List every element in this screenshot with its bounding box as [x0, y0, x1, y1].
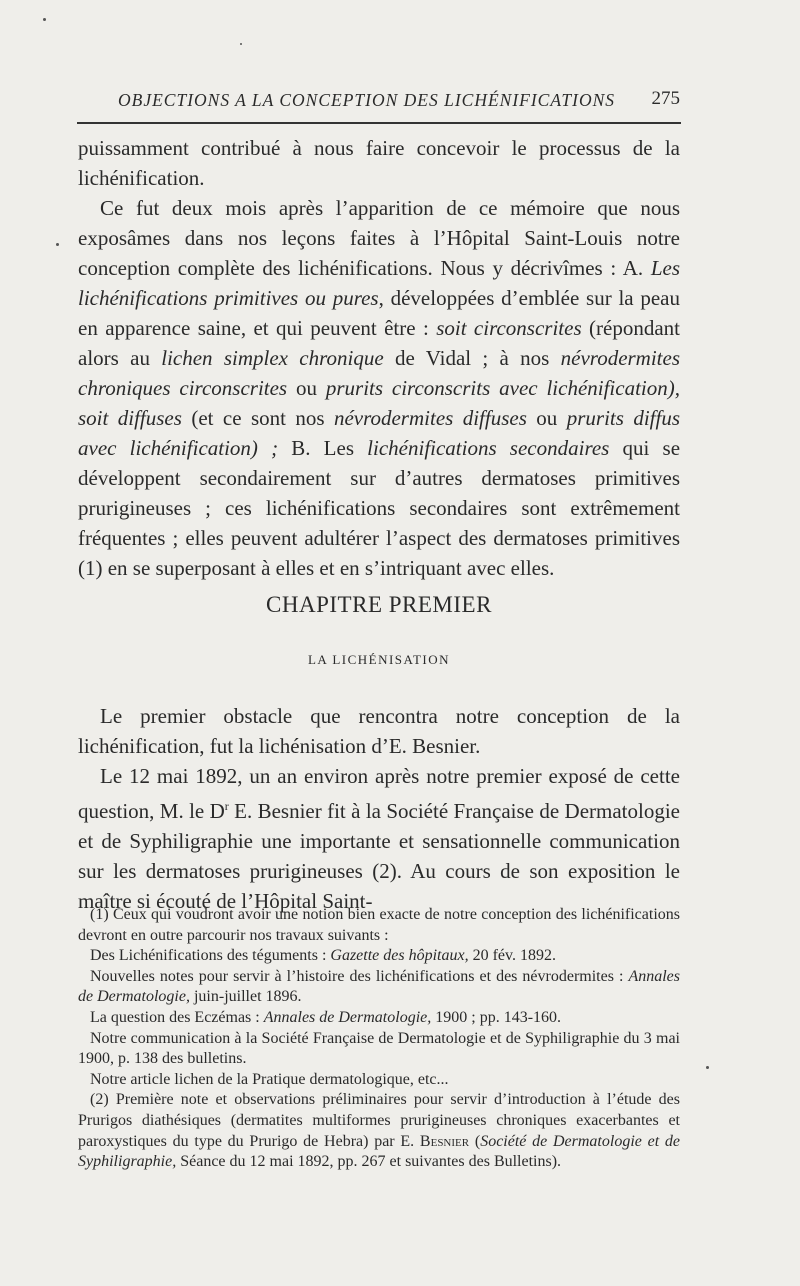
- p2-italic-d: soit circonscrites: [436, 316, 582, 340]
- footnote-ref-5: Notre article lichen de la Pratique dermatologique, etc...: [90, 1070, 449, 1088]
- ref2-text: Nouvelles notes pour servir à l’histoire des lichénifications et des névrodermites :: [90, 967, 629, 985]
- ref3-date: 1900 ; pp. 143-160.: [431, 1008, 562, 1026]
- p2-italic-l: névrodermites diffuses: [333, 406, 527, 430]
- fn2-author: Besnier: [419, 1132, 470, 1150]
- paragraph-4: [78, 761, 680, 916]
- paragraph-3: Le premier obstacle que rencontra notre conception de la lichénification, fut la lichénisation d’E. Besnier.: [78, 704, 680, 758]
- ref1-journal: Gazette des hôpitaux,: [330, 947, 469, 965]
- ref2-date: juin-juillet 1896.: [189, 988, 302, 1006]
- p4-text-b: E. Besnier fit à la Société Française de Dermatologie et de Syphiligraphie une importante et sensationnelle communication sur les dermatoses prurigineuses (2). Au cours de son exposition le maître si écouté de l’Hôpital Saint-: [78, 799, 680, 913]
- p2-italic-j: prurits circonscrits avec lichénification), soit diffuses: [78, 376, 681, 430]
- ref2-journal: Annales de Dermatologie,: [78, 967, 680, 1006]
- fn2-date: Séance du 12 mai 1892, pp. 267 et suivantes des Bulletins).: [176, 1153, 562, 1171]
- ref3-journal: Annales de Dermatologie,: [263, 1008, 432, 1026]
- p2-italic-p: lichénifications secondaires: [367, 436, 610, 460]
- p2-text-e: (répondant alors au: [78, 316, 680, 370]
- body-text-top: [78, 133, 680, 583]
- section-title: LA LICHÉNISATION: [307, 652, 451, 667]
- p2-italic-b: Les lichénifications primitives ou pures: [78, 256, 680, 310]
- paragraph-1: puissamment contribué à nous faire concevoir le processus de la lichénification.: [78, 136, 680, 190]
- ink-speck: [43, 18, 46, 21]
- footnote-2: [78, 1090, 680, 1172]
- p2-text-i: ou: [287, 376, 326, 400]
- p2-text-c: , développées d’emblée sur la peau en apparence saine, et qui peuvent être :: [78, 286, 680, 340]
- footnotes: [78, 905, 680, 1173]
- body-text-bottom: [78, 701, 680, 916]
- ink-speck: [240, 43, 242, 45]
- ink-speck: [56, 243, 59, 246]
- footnote-ref-3: [78, 1008, 680, 1029]
- p2-text-k: (et ce sont nos: [181, 406, 334, 430]
- footnote-ref-1: [78, 946, 680, 967]
- chapter-title: CHAPITRE PREMIER: [266, 592, 492, 617]
- ref1-text: Des Lichénifications des téguments :: [90, 947, 331, 965]
- paragraph-2: [78, 193, 680, 583]
- p2-text-m: ou: [526, 406, 567, 430]
- p4-superscript: r: [224, 799, 229, 813]
- p2-italic-f: lichen simplex chronique: [161, 346, 384, 370]
- page-number: 275: [651, 88, 680, 109]
- running-title: OBJECTIONS A LA CONCEPTION DES LICHÉNIFICATIONS: [118, 90, 616, 110]
- ref1-date: 20 fév. 1892.: [468, 947, 556, 965]
- p4-text-a: Le 12 mai 1892, un an environ après notre premier exposé de cette question, M. le D: [78, 764, 680, 823]
- fn2-paren: (: [469, 1132, 481, 1150]
- footnote-ref-4: Notre communication à la Société Française de Dermatologie et de Syphiligraphie du 3 mai 1900, p. 138 des bulletins.: [78, 1029, 680, 1068]
- footnote-ref-2: [78, 967, 680, 1008]
- page-header: [80, 86, 680, 116]
- footnote-1: (1) Ceux qui voudront avoir une notion bien exacte de notre conception des lichénifications devront en outre parcourir nos travaux suivants :: [78, 906, 680, 944]
- p2-text-o: B. Les: [278, 436, 368, 460]
- p2-text-q: qui se développent secondairement sur d’autres dermatoses primitives prurigineuses ; ces lichénifications secondaires sont extrêmement fréquentes ; elles peuvent adultérer l’aspect des dermatoses primitives (1) en se superposant à elles et en s’intriquant avec elles.: [78, 436, 681, 580]
- ink-speck: [706, 1066, 709, 1069]
- p2-italic-h: névrodermites chroniques circonscrites: [78, 346, 681, 400]
- fn2-journal: Société de Dermatologie et de Syphiligraphie,: [78, 1132, 681, 1171]
- fn2-text: (2) Première note et observations préliminaires pour servir d’introduction à l’étude des Prurigos diathésiques (dermatites multiformes prurigineuses chroniques exacerbantes et paroxystiques du type du Prurigo de Hebra) par E.: [78, 1091, 680, 1150]
- ref3-text: La question des Eczémas :: [90, 1008, 264, 1026]
- p2-text-g: de Vidal ; à nos: [383, 346, 561, 370]
- p2-italic-n: prurits diffus avec lichénification) ;: [78, 406, 680, 460]
- p2-text-a: Ce fut deux mois après l’apparition de ce mémoire que nous exposâmes dans nos leçons faites à l’Hôpital Saint-Louis notre conception complète des lichénifications. Nous y décrivîmes : A.: [78, 196, 680, 280]
- header-rule: [77, 122, 681, 124]
